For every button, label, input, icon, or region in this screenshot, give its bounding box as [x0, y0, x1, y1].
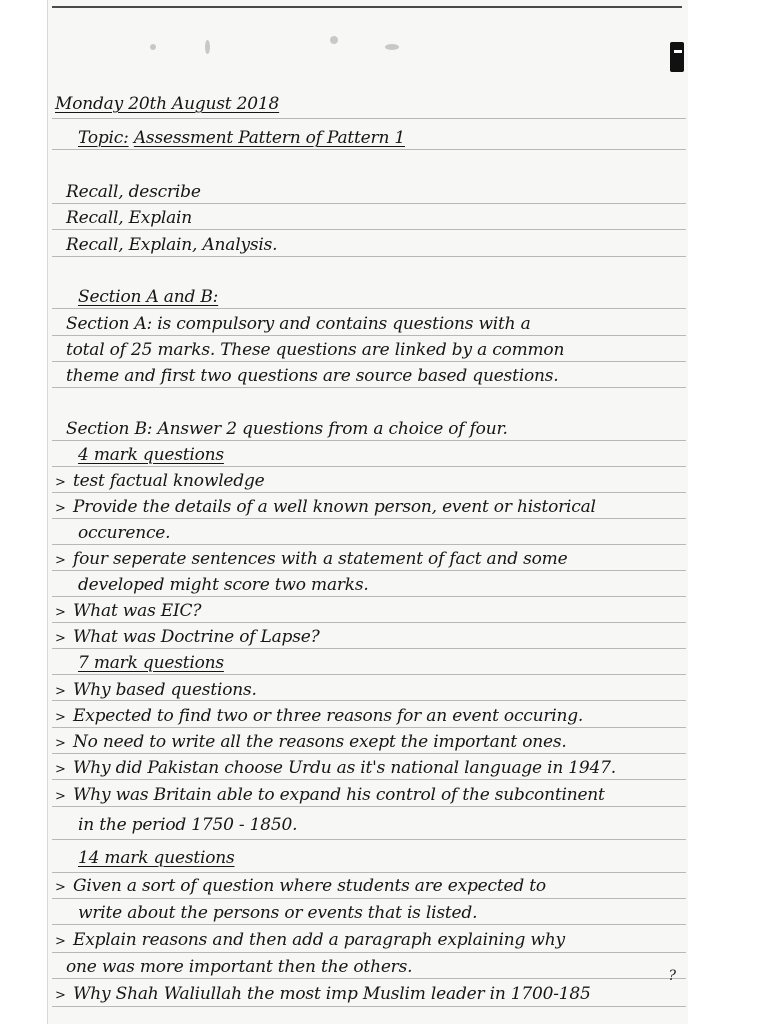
topic-line	[78, 128, 405, 148]
bullet-arrow-icon: >	[55, 880, 66, 895]
ruled-line	[52, 256, 686, 257]
ruled-line	[52, 622, 686, 623]
list-item: > Given a sort of question where students are expected to	[55, 876, 546, 896]
list-item-continued: occurence.	[78, 523, 171, 543]
section-b-line: Section B: Answer 2 questions from a choice of four.	[66, 419, 508, 439]
four-mark-heading: 4 mark questions	[78, 445, 224, 465]
ruled-line	[52, 466, 686, 467]
ruled-line	[52, 440, 686, 441]
ruled-line	[52, 118, 686, 119]
list-item: > Provide the details of a well known person, event or historical	[55, 497, 596, 517]
smudge-mark	[385, 44, 399, 50]
list-item: > Why based questions.	[55, 680, 257, 700]
ruled-line	[52, 387, 686, 388]
ruled-line	[52, 727, 686, 728]
list-item: > What was EIC?	[55, 601, 202, 621]
ruled-line	[52, 806, 686, 807]
ruled-line	[52, 952, 686, 953]
recall-line-2: Recall, Explain	[66, 208, 193, 228]
bullet-arrow-icon: >	[55, 789, 66, 804]
ruled-line	[52, 700, 686, 701]
smudge-mark	[150, 44, 156, 50]
bullet-arrow-icon: >	[55, 501, 66, 516]
ruled-line	[52, 596, 686, 597]
ruled-line	[52, 544, 686, 545]
ruled-line	[52, 335, 686, 336]
ruled-line	[52, 518, 686, 519]
list-item: > Explain reasons and then add a paragraph explaining why	[55, 930, 565, 950]
ruled-line	[52, 361, 686, 362]
list-item: > test factual knowledge	[55, 471, 265, 491]
section-a-line-2: total of 25 marks. These questions are linked by a common	[66, 340, 565, 360]
bullet-arrow-icon: >	[55, 762, 66, 777]
ruled-line	[52, 978, 686, 979]
ruled-line	[52, 839, 686, 840]
list-item: > Why did Pakistan choose Urdu as it's national language in 1947.	[55, 758, 616, 778]
page-tab-marker	[670, 42, 684, 72]
section-a-line-3: theme and first two questions are source based questions.	[66, 366, 559, 386]
ruled-line	[52, 674, 686, 675]
list-item: > No need to write all the reasons exept the important ones.	[55, 732, 567, 752]
ruled-line	[52, 779, 686, 780]
bullet-arrow-icon: >	[55, 684, 66, 699]
list-item: > Why Shah Waliullah the most imp Muslim leader in 1700-185	[55, 984, 591, 1004]
page-top-edge	[52, 6, 682, 8]
bullet-arrow-icon: >	[55, 934, 66, 949]
smudge-mark	[205, 40, 210, 54]
list-item: > Why was Britain able to expand his control of the subcontinent	[55, 785, 605, 805]
recall-line-1: Recall, describe	[66, 182, 201, 202]
fourteen-mark-heading: 14 mark questions	[78, 848, 235, 868]
ruled-line	[52, 898, 686, 899]
bullet-arrow-icon: >	[55, 475, 66, 490]
bullet-arrow-icon: >	[55, 736, 66, 751]
bullet-arrow-icon: >	[55, 988, 66, 1003]
ruled-line	[52, 308, 686, 309]
ruled-line	[52, 149, 686, 150]
list-item-continued: one was more important then the others.	[66, 957, 413, 977]
list-item-continued: write about the persons or events that is listed.	[78, 903, 478, 923]
bullet-arrow-icon: >	[55, 553, 66, 568]
smudge-mark	[330, 36, 338, 44]
ruled-line	[52, 229, 686, 230]
bullet-arrow-icon: >	[55, 710, 66, 725]
ruled-line	[52, 648, 686, 649]
ruled-line	[52, 492, 686, 493]
list-item: > What was Doctrine of Lapse?	[55, 627, 320, 647]
ruled-line	[52, 753, 686, 754]
ruled-line	[52, 1006, 686, 1007]
date-heading: Monday 20th August 2018	[55, 94, 280, 114]
bullet-arrow-icon: >	[55, 605, 66, 620]
list-item: > Expected to find two or three reasons for an event occuring.	[55, 706, 584, 726]
list-item: > four seperate sentences with a statement of fact and some	[55, 549, 568, 569]
topic-label: Topic:	[78, 128, 129, 148]
section-a-line-1: Section A: is compulsory and contains questions with a	[66, 314, 531, 334]
ruled-line	[52, 203, 686, 204]
question-mark-annotation: ?	[668, 968, 676, 984]
recall-line-3: Recall, Explain, Analysis.	[66, 235, 278, 255]
list-item-continued: developed might score two marks.	[78, 575, 369, 595]
list-item-continued: in the period 1750 - 1850.	[78, 815, 298, 835]
bullet-arrow-icon: >	[55, 631, 66, 646]
seven-mark-heading: 7 mark questions	[78, 653, 224, 673]
topic-title: Assessment Pattern of Pattern 1	[133, 128, 406, 148]
section-heading: Section A and B:	[78, 287, 219, 307]
ruled-line	[52, 924, 686, 925]
ruled-line	[52, 872, 686, 873]
ruled-line	[52, 570, 686, 571]
